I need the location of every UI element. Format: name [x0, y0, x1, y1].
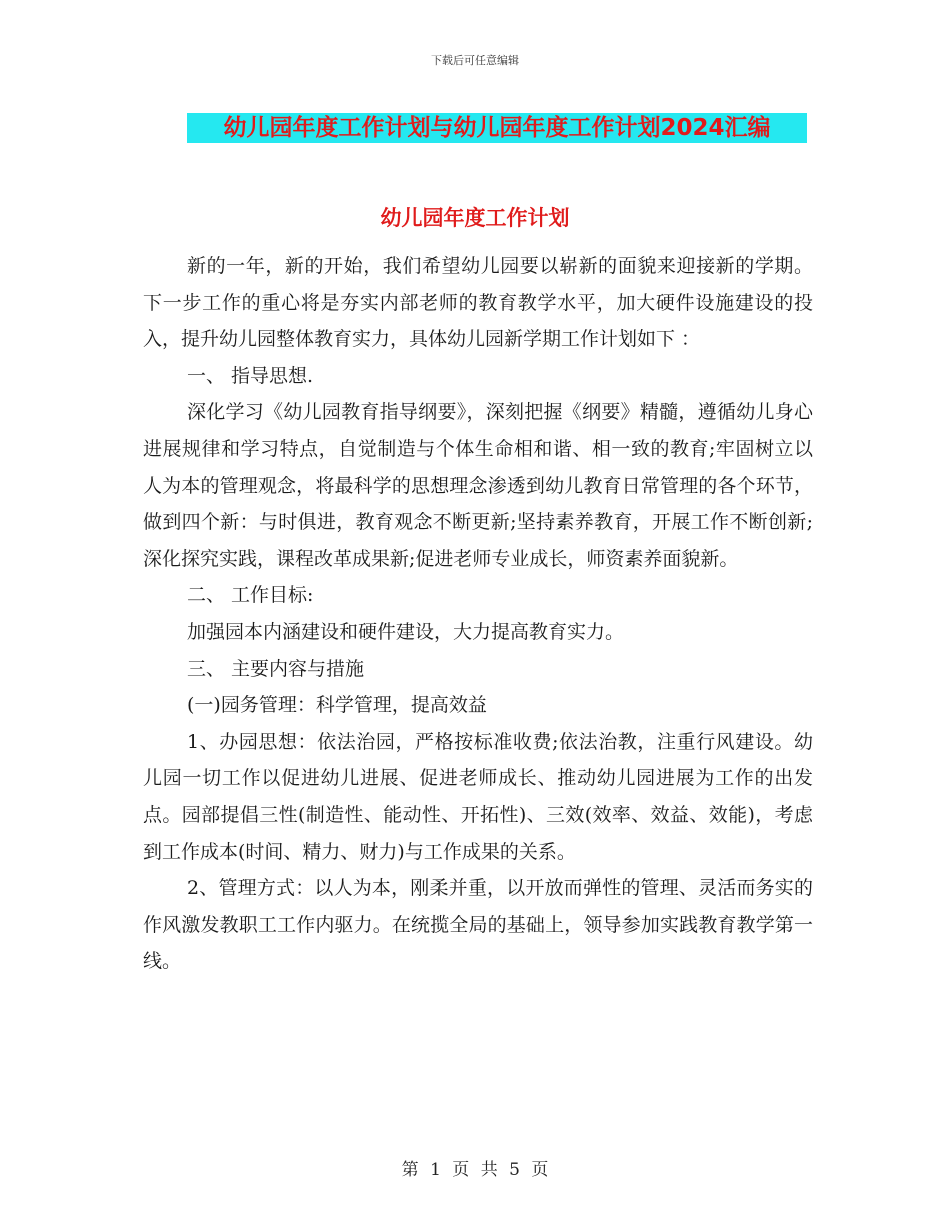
heading-work-goals: 二、 工作目标: — [187, 584, 314, 607]
document-title: 幼儿园年度工作计划与幼儿园年度工作计划2024汇编 — [187, 113, 807, 143]
page-footer: 第 1 页 共 5 页 — [401, 1160, 549, 1180]
paragraph-management-style: 2、管理方式：以人为本，刚柔并重，以开放而弹性的管理、灵活而务实的作风激发教职工工作内驱力。在统揽全局的基础上，领导参加实践教育教学第一线。 — [143, 877, 813, 973]
paragraph-intro: 新的一年，新的开始，我们希望幼儿园要以崭新的面貌来迎接新的学期。下一步工作的重心将是夯实内部老师的教育教学水平，加大硬件设施建设的投入，提升幼儿园整体教育实力，具体幼儿园新学期工作计划如下 ： — [143, 255, 813, 351]
paragraph-work-goals: 加强园本内涵建设和硬件建设，大力提高教育实力。 — [187, 620, 625, 643]
header-note: 下载后可任意编辑 — [431, 54, 519, 67]
subheading-administration: (一)园务管理：科学管理，提高效益 — [187, 694, 487, 717]
document-title-highlight — [187, 113, 807, 143]
heading-main-content: 三、 主要内容与措施 — [187, 657, 365, 680]
section-title: 幼儿园年度工作计划 — [380, 206, 570, 230]
paragraph-guiding-thought: 深化学习《幼儿园教育指导纲要》，深刻把握《纲要》精髓，遵循幼儿身心进展规律和学习特点，自觉制造与个体生命相和谐、相一致的教育;牢固树立以人为本的管理观念，将最科学的思想理念渗透到幼儿教育日常管理的各个环节，做到四个新：与时俱进，教育观念不断更新;坚持素养教育，开展工作不断创新;深化探究实践，课程改革成果新;促进老师专业成长，师资素养面貌新。 — [143, 401, 813, 570]
paragraph-school-philosophy: 1、办园思想：依法治园，严格按标准收费;依法治教，注重行风建设。幼儿园一切工作以促进幼儿进展、促进老师成长、推动幼儿园进展为工作的出发点。园部提倡三性(制造性、能动性、开拓性)、三效(效率、效益、效能)，考虑到工作成本(时间、精力、财力)与工作成果的关系。 — [143, 730, 813, 863]
heading-guiding-thought: 一、 指导思想. — [187, 364, 314, 387]
body-text — [143, 248, 813, 980]
